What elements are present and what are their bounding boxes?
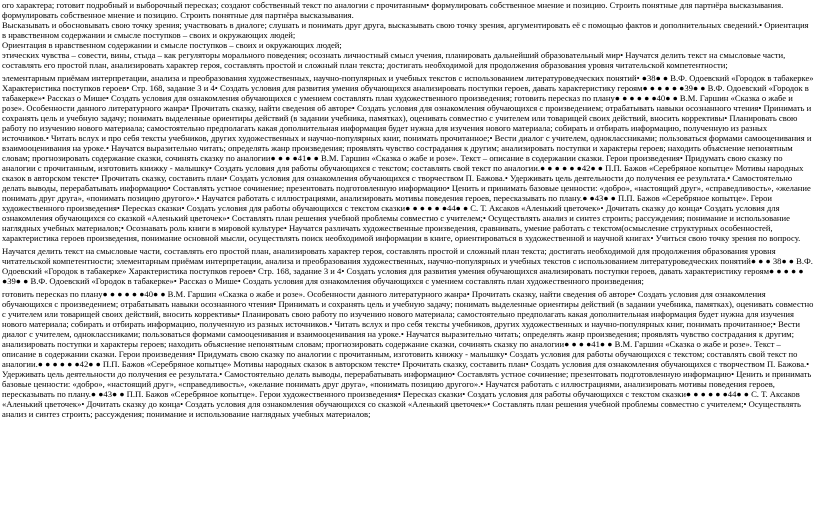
paragraph-3: Высказывать и обосновывать свою точку зрения; участвовать в диалоге; слушать и понимать друг друга, высказывать свою точку зрения, аргументировать её с помощью фактов и дополнительных сведений.• Ориентация в нравственном содержании и смысле поступков – своих и окружающих людей; — [2, 20, 809, 40]
document-body — [2, 0, 814, 419]
paragraph-5: этических чувства – совести, вины, стыда – как регуляторы морального поведения; осознать личностный смысл учения, планировать дальнейший образовательный мир• Научатся делить текст на смысловые части, составлять его простой план, анализировать характер героя, составлять простой и сложный план текста; достигать необходимой для продолжения образования уровня читательской компетентности; — [2, 50, 786, 70]
paragraph-7: Научатся делить текст на смысловые части, составлять его простой план, анализировать характер героя, составлять простой и сложный план текста; достигать необходимой для продолжения образования уровня читательской компетентности; элементарным приёмам интерпретации, анализа и преобразования художественных, научно-популярных и учебных текстов с использованием литературоведческих понятий● ● ● 38● ● В.Ф. Одоевский «Городок в табакерке» Характеристика поступков героев• Стр. 168, задание 3 и 4• Создать условия для развития умения обучающихся анализировать поступки героев, давать характеристику героям● ● ● ● ● ●39● ● В.Ф. Одоевский «Городок в табакерке»• Рассказ о Мише• Создать условия для ознакомления обучающихся с умением составлять план художественного произведения; — [2, 246, 813, 286]
paragraph-4: Ориентация в нравственном содержании и смысле поступков – своих и окружающих людей; — [2, 40, 342, 50]
paragraph-8: готовить пересказ по плану● ● ● ● ● ●40● ● В.М. Гаршин «Сказка о жабе и розе». Особенности данного литературного жанра• Прочитать сказку, найти сведения об авторе• Создать условия для ознакомления обучающихся с произведением; отрабатывать навыки осознанного чтения• Принимать и сохранять цель и учебную задачу; понимать выделенные ориентиры действий (в задании учебника, памятках), оценивать совместно с учителем или товарищей своих действий, вносить коррективы• Планировать свою работу по изучению нового материала; самостоятельно предполагать какая дополнительная информация будет нужна для изучения нового материала; собирать и отбирать информацию, полученную из разных источников.• Читать вслух и про себя тексты учебников, других художественных и научно-популярных книг, понимать прочитанное;• Вести диалог с учителем, одноклассниками; пользоваться формами самооценивания и взаимооценивания на уроке.• Научатся выразительно читать; определять жанр произведения; проявлять чувство сострадания к другим; анализировать поступки и характеры героев; находить объяснение непонятным словам; прогнозировать содержание сказки, сочинять сказку по аналогии● ● ● ●41● ● В.М. Гаршин «Сказка о жабе и розе». Текст – описание в содержании сказки. Герои произведения• Придумать свою сказку по аналогии с прочитанным, изготовить книжку - малышку• Создать условия для работы обучающихся с текстом; составлять свой текст по аналогии.● ● ● ● ● ●42● ● П.П. Бажов «Серебряное копытце» Мотивы народных сказок в авторском тексте• Прочитать сказку, составить план• Создать условия для ознакомления обучающихся с творчеством П. Бажова.• Удерживать цель деятельности до получения ее результата.• Самостоятельно делать выводы, перерабатывать информацию• Составлять устное сочинение; презентовать подготовленную информацию• Ценить и принимать базовые ценности: «добро», «настоящий друг», «справедливость», «желание понимать друг друга», «понимать позицию другого».• Научатся работать с иллюстрациями, анализировать мотивы поведения героев, пересказывать по плану.● ●43● ● П.П. Бажов «Серебряное копытце». Герои художественного произведения• Пересказ сказки• Создать условия для работы обучающихся с текстом сказки● ● ● ● ● ●44● ● С. Т. Аксаков «Аленький цветочек»• Дочитать сказку до конца• Создать условия для ознакомления обучающихся со сказкой «Аленький цветочек»• Составлять план решения учебной проблемы совместно с учителем;• Осуществлять анализ и синтез строить; рассуждения; понимание и использование наглядных учебных материалов; — [2, 289, 814, 419]
paragraph-6: элементарным приёмам интерпретации, анализа и преобразования художественных, научно-популярных и учебных текстов с использованием литературоведческих понятий• ●38● ● В.Ф. Одоевский «Городок в табакерке» Характеристика поступков героев• Стр. 168, задание 3 и 4• Создать условия для развития умения обучающихся анализировать поступки героев, давать характеристику героям● ● ● ● ● ●39● ● В.Ф. Одоевский «Городок в табакерке»• Рассказ о Мише• Создать условия для ознакомления обучающихся с умением составлять план художественного произведения; готовить пересказ по плану● ● ● ● ● ●40● ● В.М. Гаршин «Сказка о жабе и розе». Особенности данного литературного жанра• Прочитать сказку, найти сведения об авторе• Создать условия для ознакомления обучающихся с произведением; отрабатывать навыки осознанного чтения• Принимать и сохранять цель и учебную задачу; понимать выделенные ориентиры действий (в задании учебника, памятках), оценивать совместно с учителем или товарищей своих действий, вносить коррективы• Планировать свою работу по изучению нового материала; самостоятельно предполагать какая дополнительная информация будет нужна для изучения нового материала; собирать и отбирать информацию, полученную из разных источников.• Читать вслух и про себя тексты учебников, других художественных и научно-популярных книг, понимать прочитанное;• Вести диалог с учителем, одноклассниками; пользоваться формами самооценивания и взаимооценивания на уроке.• Научатся выразительно читать; определять жанр произведения; проявлять чувство сострадания к другим; анализировать поступки и характеры героев; находить объяснение непонятным словам; прогнозировать содержание сказки, сочинять сказку по аналогии● ● ● ●41● ● В.М. Гаршин «Сказка о жабе и розе». Текст – описание в содержании сказки. Герои произведения• Придумать свою сказку по аналогии с прочитанным, изготовить книжку - малышку• Создать условия для работы обучающихся с текстом; составлять свой текст по аналогии.● ● ● ● ● ●42● ● П.П. Бажов «Серебряное копытце» Мотивы народных сказок в авторском тексте• Прочитать сказку, составить план• Создать условия для ознакомления обучающихся с творчеством П. Бажова.• Удерживать цель деятельности до получения ее результата.• Самостоятельно делать выводы, перерабатывать информацию• Составлять устное сочинение; презентовать подготовленную информацию• Ценить и принимать базовые ценности: «добро», «настоящий друг», «справедливость», «желание понимать друг друга», «понимать позицию другого».• Научатся работать с иллюстрациями, анализировать мотивы поведения героев, пересказывать по плану.● ●43● ● П.П. Бажов «Серебряное копытце». Герои художественного произведения• Пересказ сказки• Создать условия для работы обучающихся с текстом сказки● ● ● ● ● ●44● ● С. Т. Аксаков «Аленький цветочек»• Дочитать сказку до конца• Создать условия для ознакомления обучающихся со сказкой «Аленький цветочек»• Составлять план решения учебной проблемы совместно с учителем;• Осуществлять анализ и синтез строить; рассуждения; понимание и использование наглядных учебных материалов;• Осознавать роль книги в мировой культуре• Научатся различать художественные произведения, сравнивать, умение работать с текстом(осмысление структурных особенностей, характеристика героев произведения, понимание основной мысли, осуществлять поиск необходимой информации в книге, ориентироваться в художественной и научной книгах• Учиться свою точку зрения по вопросу. — [2, 73, 814, 243]
paragraph-2: формулировать собственное мнение и позицию. Строить понятные для партнёра высказывания. — [2, 10, 354, 20]
paragraph-1: ого характера; готовит подробный и выборочный пересказ; создают собственный текст по аналогии с прочитанным• формулировать собственное мнение и позицию. Строить понятные для партнёра высказывания. — [2, 0, 784, 10]
